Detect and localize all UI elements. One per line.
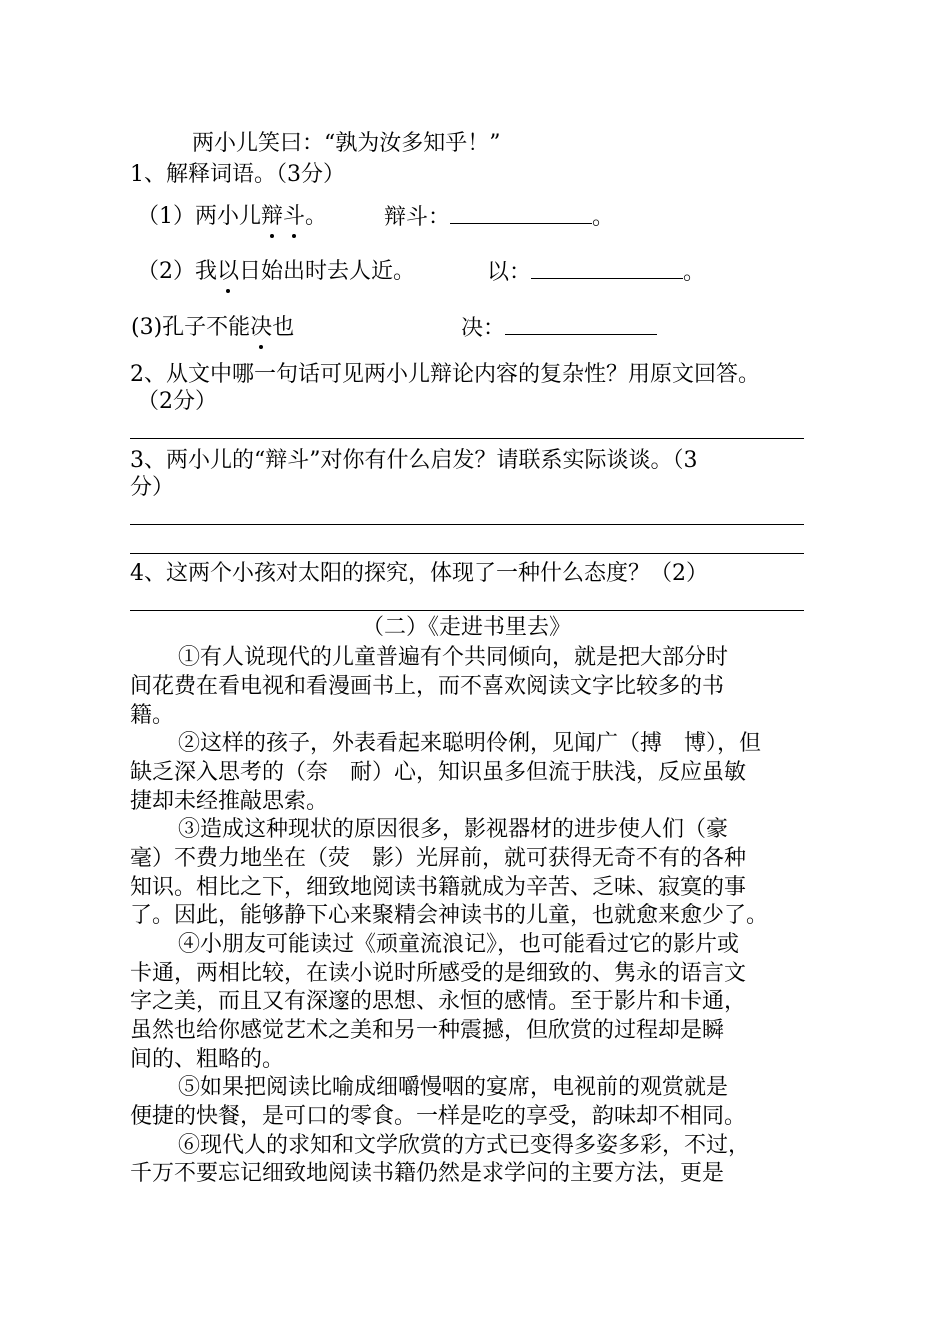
paragraph-line: 间花费在看电视和看漫画书上，而不喜欢阅读文字比较多的书 [130,674,725,699]
answer-line[interactable] [130,524,804,525]
paragraph-line: 字之美，而且又有深邃的思想、永恒的感情。至于影片和卡通， [130,989,747,1014]
item-3-suffix: 也 [272,315,295,340]
answer-line[interactable] [130,553,804,554]
paragraph-line: 毫）不费力地坐在（荧 影）光屏前，就可获得无奇不有的各种 [130,846,747,871]
paragraph-line: ④小朋友可能读过《顽童流浪记》，也可能看过它的影片或 [178,932,740,957]
paragraph-line: 缺乏深入思考的（奈 耐）心，知识虽多但流于肤浅，反应虽敏 [130,760,747,785]
answer-line[interactable] [130,438,804,439]
paragraph-line: 间的、粗略的。 [130,1047,285,1072]
paragraph-line: 了。因此，能够静下心来聚精会神读书的儿童，也就愈来愈少了。 [130,903,769,928]
item-1-prefix: （1）两小儿 [137,204,261,229]
answer-blank[interactable] [450,203,592,224]
item-2-answer-end: 。 [683,260,706,285]
item-2-answer [487,258,705,287]
emphasis-dot-char: 以 [217,259,240,284]
question-1-item-3 [131,314,294,342]
item-1-answer-end: 。 [592,205,615,230]
item-2-answer-label: 以： [487,260,532,285]
paragraph-line: 便捷的快餐，是可口的零食。一样是吃的享受，韵味却不相同。 [130,1104,747,1129]
paragraph-line: ③造成这种现状的原因很多，影视器材的进步使人们（豪 [178,817,729,842]
paragraph-line: 千万不要忘记细致地阅读书籍仍然是求学问的主要方法，更是 [130,1161,725,1186]
section-heading: （二）《走进书里去》 [362,615,572,640]
paragraph-line: 虽然也给你感觉艺术之美和另一种震撼，但欣赏的过程却是瞬 [130,1018,725,1043]
paragraph-line: 籍。 [130,703,175,728]
question-3-title: 3、两小儿的“辩斗”对你有什么启发？请联系实际谈谈。（3 [130,448,698,473]
answer-blank[interactable] [505,314,657,335]
item-3-prefix: (3)孔子不能 [131,315,251,340]
emphasis-dot-char: 决 [250,315,273,340]
question-2-title: 2、从文中哪一句话可见两小儿辩论内容的复杂性？用原文回答。 [130,362,760,387]
emphasis-dot-char: 斗 [283,204,306,229]
item-2-suffix: 日始出时去人近。 [239,259,416,284]
answer-blank[interactable] [531,258,683,279]
question-4-title: 4、这两个小孩对太阳的探究，体现了一种什么态度？（2） [130,561,708,586]
paragraph-line: 捷却未经推敲思索。 [130,789,329,814]
item-3-answer [461,314,657,343]
item-3-answer-label: 决： [461,316,506,341]
item-1-answer [384,203,614,232]
item-1-suffix: 。 [305,204,328,229]
item-2-prefix: （2）我 [137,259,217,284]
question-1-title: 1、解释词语。（3分） [130,162,345,187]
emphasis-dot-char: 辩 [261,204,284,229]
question-2-score: （2分） [137,389,217,414]
item-1-answer-label: 辩斗： [384,205,451,230]
paragraph-line: 卡通，两相比较，在读小说时所感受的是细致的、隽永的语言文 [130,961,747,986]
passage-closing-line: 两小儿笑曰：“孰为汝多知乎！” [192,131,501,156]
paragraph-line: ⑤如果把阅读比喻成细嚼慢咽的宴席，电视前的观赏就是 [178,1075,729,1100]
answer-line[interactable] [130,610,804,611]
question-1-item-2 [137,258,415,286]
paragraph-line: ②这样的孩子，外表看起来聪明伶俐，见闻广（搏 博），但 [178,731,762,756]
paragraph-line: ①有人说现代的儿童普遍有个共同倾向，就是把大部分时 [178,645,729,670]
paragraph-line: 知识。相比之下，细致地阅读书籍就成为辛苦、乏味、寂寞的事 [130,875,747,900]
question-3-score: 分） [130,475,175,500]
paragraph-line: ⑥现代人的求知和文学欣赏的方式已变得多姿多彩，不过， [178,1133,751,1158]
question-1-item-1 [137,203,327,231]
